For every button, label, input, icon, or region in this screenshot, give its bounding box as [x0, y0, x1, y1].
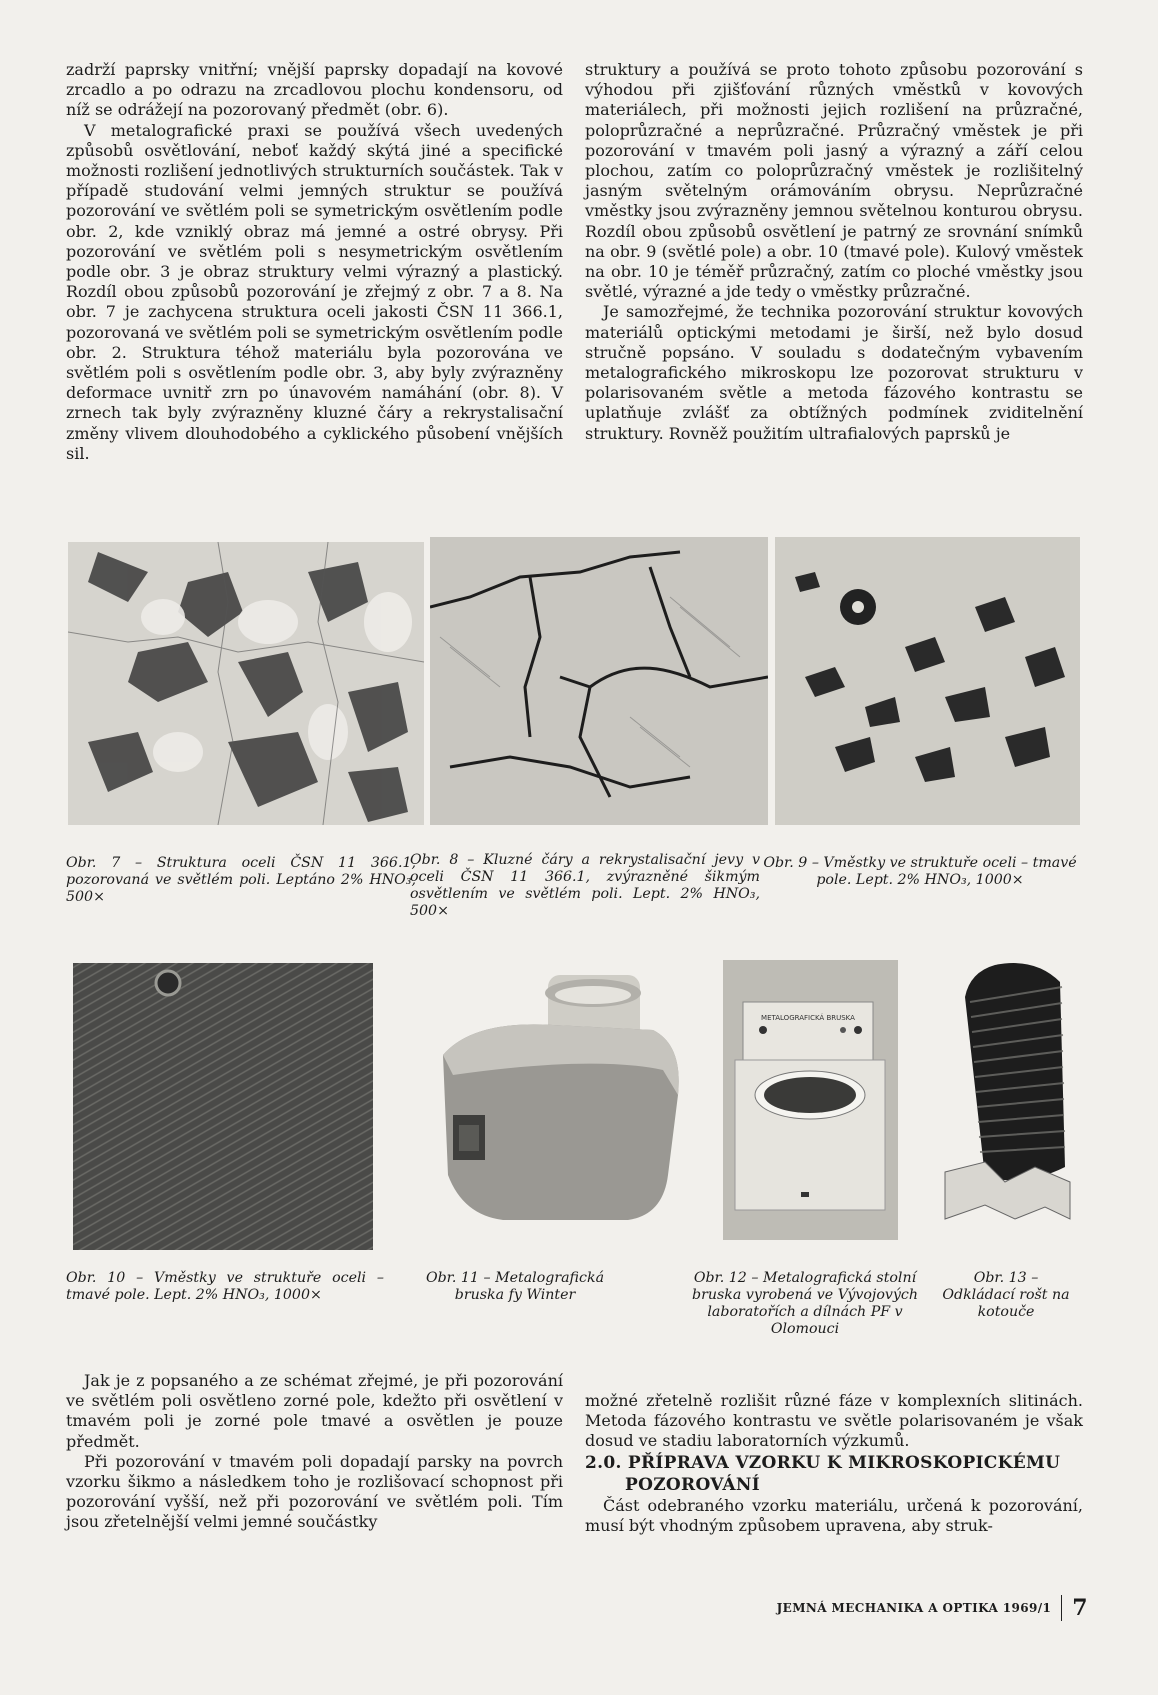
photo-obr8-micrograph — [430, 537, 768, 825]
text-column-top-left — [66, 60, 563, 464]
device-label: METALOGRAFICKÁ BRUSKA — [761, 1014, 855, 1022]
section-heading — [585, 1452, 1083, 1496]
paragraph: Je samozřejmé, že technika pozorování struktur kovových materiálů optickými metodami je širší, než bylo dosud stručně popsáno. V souladu s dodatečným vybavením metalografického mikroskopu lze pozorovat strukturu v polarisovaném světle a metoda fázového kontrastu se uplatňuje zvlášť za obtížných podmínek zviditelnění struktury. Rovněž použitím ultrafialových paprsků je — [585, 302, 1083, 443]
photo-obr13-rack — [925, 957, 1075, 1222]
paragraph: Jak je z popsaného a ze schémat zřejmé, je při pozorování ve světlém poli osvětleno zorné pole, kdežto při osvětlení v tmavém poli je zorné pole tmavé a osvětlen je pouze předmět. — [66, 1371, 563, 1451]
paragraph: zadrží paprsky vnitřní; vnější paprsky dopadají na kovové zrcadlo a po odrazu na zrcadlovou plochu kondensoru, od níž se odrážejí na pozorovaný předmět (obr. 6). — [66, 60, 563, 120]
photo-obr7-micrograph — [68, 542, 424, 825]
section-heading-line2: POZOROVÁNÍ — [625, 1474, 760, 1495]
text-column-top-right — [585, 60, 1083, 444]
caption-obr10: Obr. 10 – Vměstky ve struktuře oceli – tmavé pole. Lept. 2% HNO₃, 1000× — [66, 1270, 384, 1303]
text-column-bottom-right — [585, 1391, 1083, 1536]
section-heading-line1: 2.0. PŘÍPRAVA VZORKU K MIKROSKOPICKÉMU — [585, 1452, 1061, 1473]
caption-obr12: Obr. 12 – Metalografická stolní bruska vyrobená ve Vývojových laboratořích a dílnách PF v Olomouci — [691, 1270, 918, 1337]
caption-obr13: Obr. 13 – Odkládací rošt na kotouče — [942, 1270, 1070, 1320]
footer-divider — [1061, 1595, 1062, 1621]
photo-obr10-micrograph — [73, 963, 373, 1250]
paragraph: možné zřetelně rozlišit různé fáze v komplexních slitinách. Metoda fázového kontrastu ve světle polarisovaném je však dosud ve stadiu laboratorních výzkumů. — [585, 1391, 1083, 1451]
paragraph: Část odebraného vzorku materiálu, určená k pozorování, musí být vhodným způsobem upravena, aby struk- — [585, 1495, 1083, 1535]
caption-obr8: Obr. 8 – Kluzné čáry a rekrystalisační jevy v oceli ČSN 11 366.1, zvýrazněné šikmým osvětlením ve světlém poli. Lept. 2% HNO₃, 500× — [410, 852, 760, 919]
text-column-bottom-left — [66, 1371, 563, 1533]
photo-obr12-table-grinder — [723, 960, 898, 1240]
caption-obr11: Obr. 11 – Metalografická bruska fy Winter — [425, 1270, 605, 1303]
photo-obr9-micrograph — [775, 537, 1080, 825]
paragraph: Při pozorování v tmavém poli dopadají parsky na povrch vzorku šikmo a následkem toho je rozlišovací schopnost při pozorování vyšší, než při pozorování ve světlém poli. Tím jsou zřetelnější velmi jemné součástky — [66, 1451, 563, 1532]
caption-obr9: Obr. 9 – Vměstky ve struktuře oceli – tmavé pole. Lept. 2% HNO₃, 1000× — [763, 855, 1077, 888]
paragraph: struktury a používá se proto tohoto způsobu pozorování s výhodou při zjišťování různých vměstků v kovových materiálech, při možnosti jejich rozlišení na průzračné, poloprůzračné a neprůzračné. Průzračný vměstek je při pozorování v tmavém poli jasný a výrazný a září celou plochou, zatím co poloprůzračný vměstek je rozlišitelný jasným světelným orámováním obrysu. Neprůzračné vměstky jsou zvýrazněny jemnou světelnou konturou obrysu. Rozdíl obou způsobů osvětlení je patrný ze srovnání snímků na obr. 9 (světlé pole) a obr. 10 (tmavé pole). Kulový vměstek na obr. 10 je téměř průzračný, zatím co ploché vměstky jsou světlé, výrazné a jde tedy o vměstky průzračné. — [585, 60, 1083, 302]
page-footer — [777, 1595, 1088, 1621]
photo-obr11-grinder — [413, 975, 683, 1227]
caption-obr7: Obr. 7 – Struktura oceli ČSN 11 366.1, pozorovaná ve světlém poli. Leptáno 2% HNO₃, 500× — [66, 855, 416, 905]
paragraph: V metalografické praxi se používá všech uvedených způsobů osvětlování, neboť každý skýtá jiné a specifické možnosti rozlišení jednotlivých strukturních součástek. Tak v případě studování velmi jemných struktur se používá pozorování ve světlém poli se symetrickým osvětlením podle obr. 2, kde vzniklý obraz má jemné a ostré obrysy. Při pozorování ve světlém poli s nesymetrickým osvětlením podle obr. 3 je obraz struktury velmi výrazný a plastický. Rozdíl obou způsobů pozorování je zřejmý z obr. 7 a 8. Na obr. 7 je zachycena struktura oceli jakosti ČSN 11 366.1, pozorovaná ve světlém poli se symetrickým osvětlením podle obr. 2. Struktura téhož materiálu byla pozorována ve světlém poli s osvětlením podle obr. 3, aby byly zvýrazněny deformace uvnitř zrn po únavovém namáhání (obr. 8). V zrnech tak byly zvýrazněny kluzné čáry a rekrystalisační změny vlivem dlouhodobého a cyklického působení vnějších sil. — [66, 120, 563, 463]
page-number: 7 — [1072, 1595, 1088, 1621]
journal-name: JEMNÁ MECHANIKA A OPTIKA 1969/1 — [776, 1601, 1052, 1615]
